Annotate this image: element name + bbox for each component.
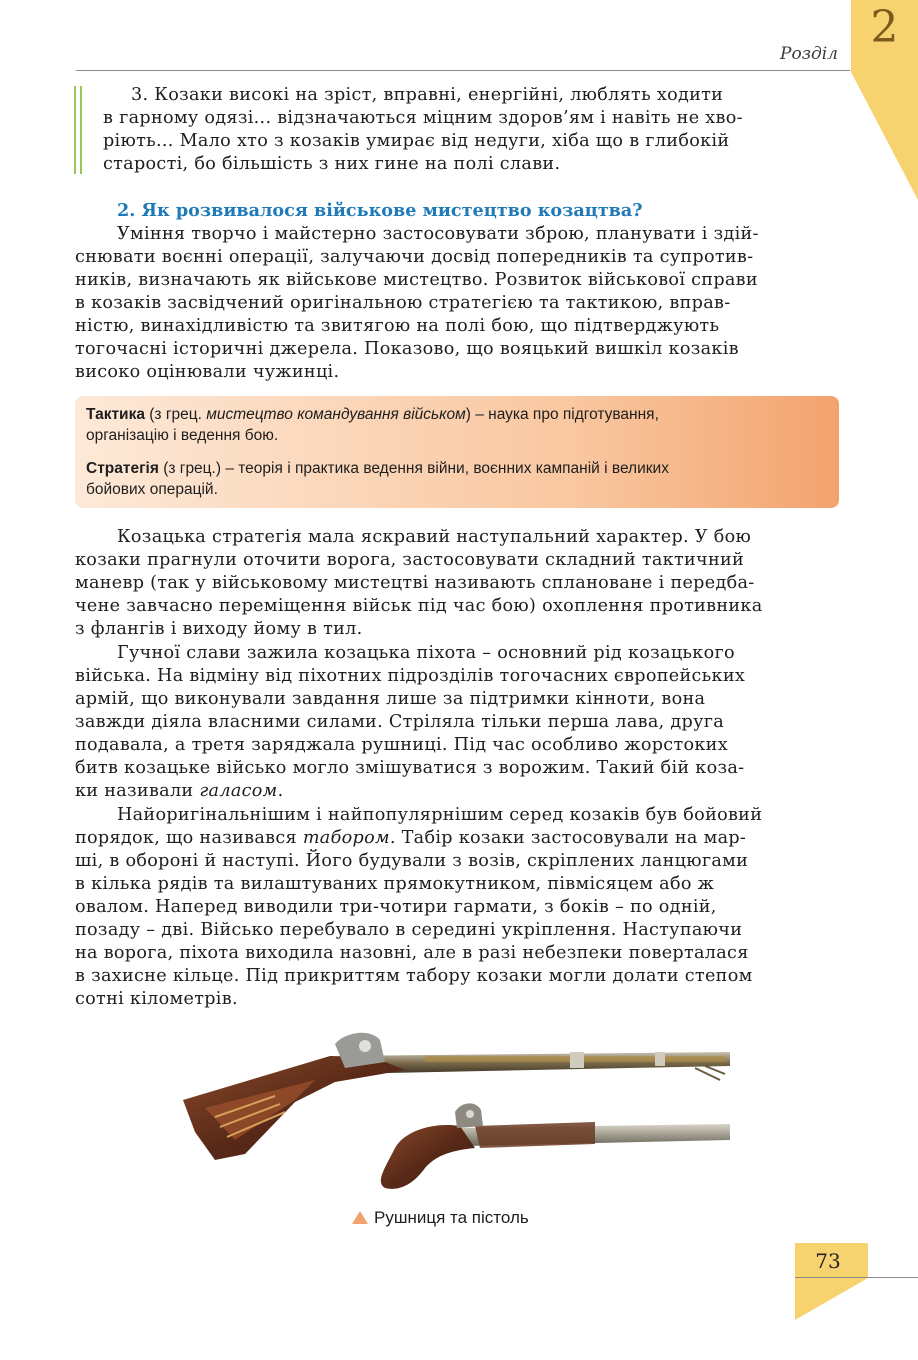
text-line: в козаків засвідчений оригінальною стратегією та тактикою, вправ- xyxy=(75,293,731,313)
text-line: чене завчасно переміщення військ під час бою) охоплення противника xyxy=(75,596,763,616)
chapter-tab-corner xyxy=(851,72,918,200)
definition-text: бойових операцій. xyxy=(86,481,218,498)
text-line: на ворога, піхота виходила назовні, але в разі небезпеки поверталася xyxy=(75,943,749,963)
text-line: тогочасні історичні джерела. Показово, що вояцький вишкіл козаків xyxy=(75,339,739,359)
text-line: сотні кілометрів. xyxy=(75,989,238,1009)
text-line: з флангів і виходу йому в тил. xyxy=(75,619,363,639)
quote-bar-secondary xyxy=(80,86,82,174)
text-line: козаки прагнули оточити ворога, застосовувати складний тактичний xyxy=(75,550,745,570)
section-label: Розділ xyxy=(780,44,838,64)
text-line: снювати воєнні операції, залучаючи досвід попередників та супротив- xyxy=(75,247,754,267)
text-fragment: ки називали xyxy=(75,781,200,801)
header-rule xyxy=(76,70,850,71)
term-galas: галасом xyxy=(199,781,278,801)
text-line: Гучної слави зажила козацька піхота – основний рід козацького xyxy=(117,643,735,663)
term-meaning: мистецтво командування військом xyxy=(206,406,466,423)
quote-text xyxy=(103,84,839,176)
text-line: маневр (так у військовому мистецтві називають сплановане і передба- xyxy=(75,573,755,593)
term-tabir: табором xyxy=(302,828,390,848)
definition-text: (з грец.) – теорія і практика ведення війни, воєнних кампаній і великих xyxy=(158,460,669,477)
text-line: високо оцінювали чужинці. xyxy=(75,362,340,382)
text-line: 3. Козаки високі на зріст, вправні, енергійні, люблять ходити xyxy=(131,85,724,105)
intro-paragraph xyxy=(75,223,839,384)
definitions-box xyxy=(75,396,839,508)
text-line: в кілька рядів та вилаштуваних прямокутником, півмісяцем або ж xyxy=(75,874,715,894)
paragraph-infantry xyxy=(75,642,839,803)
text-fragment: . xyxy=(277,781,284,801)
caption-text: Рушниця та пістоль xyxy=(374,1208,529,1227)
rifle-pistol-illustration xyxy=(175,1022,735,1192)
term-tactics: Тактика xyxy=(86,406,145,423)
text-line: битв козацьке військо могло змішуватися з ворожим. Такий бій коза- xyxy=(75,758,745,778)
text-fragment: . Табір козаки застосовували на мар- xyxy=(389,828,747,848)
definition-tactics xyxy=(86,404,831,446)
text-line: війська. На відміну від піхотних підрозділів тогочасних європейських xyxy=(75,666,746,686)
text-line: Уміння творчо і майстерно застосовувати зброю, планувати і здій- xyxy=(117,224,759,244)
text-line: старості, бо більшість з них гине на полі слави. xyxy=(103,154,561,174)
page-tab-corner xyxy=(795,1278,868,1320)
caption-triangle-icon xyxy=(352,1211,368,1224)
text-line: подавала, а третя заряджала рушниці. Під час особливо жорстоких xyxy=(75,735,728,755)
text-line: Найоригінальнішим і найпопулярнішим серед козаків був бойовий xyxy=(117,805,763,825)
text-line: Козацька стратегія мала яскравий наступальний характер. У бою xyxy=(117,527,752,547)
text-line: ріють... Мало хто з козаків умирає від недуги, хіба що в глибокій xyxy=(103,131,730,151)
text-line: ників, визначають як військове мистецтво. Розвиток військової справи xyxy=(75,270,758,290)
figure-caption xyxy=(352,1208,529,1228)
paragraph-tabir xyxy=(75,804,839,1011)
pistol xyxy=(381,1103,730,1188)
text-line xyxy=(75,827,839,850)
text-line: ші, в обороні й наступі. Його будували з возів, скріплених ланцюгами xyxy=(75,851,749,871)
text-fragment: порядок, що називався xyxy=(75,828,303,848)
text-line xyxy=(75,780,839,803)
text-line: армій, що виконували завдання лише за підтримки кінноти, вона xyxy=(75,689,706,709)
text-line: в захисне кільце. Під прикриттям табору козаки могли долати степом xyxy=(75,966,753,986)
text-line: в гарному одязі... відзначаються міцним здоров’ям і навіть не хво- xyxy=(103,108,743,128)
page-number: 73 xyxy=(815,1249,841,1273)
paragraph-strategy xyxy=(75,526,839,641)
definition-text: організацію і ведення бою. xyxy=(86,427,279,444)
term-strategy: Стратегія xyxy=(86,460,159,477)
definition-text: ) – наука про підготування, xyxy=(465,406,659,423)
text-line: ністю, винахідливістю та звитягою на полі бою, що підтверджують xyxy=(75,316,720,336)
definition-strategy xyxy=(86,458,831,500)
definition-text: (з грец. xyxy=(144,406,207,423)
quote-bar xyxy=(74,86,76,174)
section-heading: 2. Як розвивалося військове мистецтво козацтва? xyxy=(117,200,643,221)
text-line: овалом. Наперед виводили три-чотири гармати, з боків – по одній, xyxy=(75,897,717,917)
text-line: завжди діяла власними силами. Стріляла тільки перша лава, друга xyxy=(75,712,725,732)
text-line: позаду – дві. Військо перебувало в середині укріплення. Наступаючи xyxy=(75,920,743,940)
chapter-number: 2 xyxy=(870,2,899,53)
